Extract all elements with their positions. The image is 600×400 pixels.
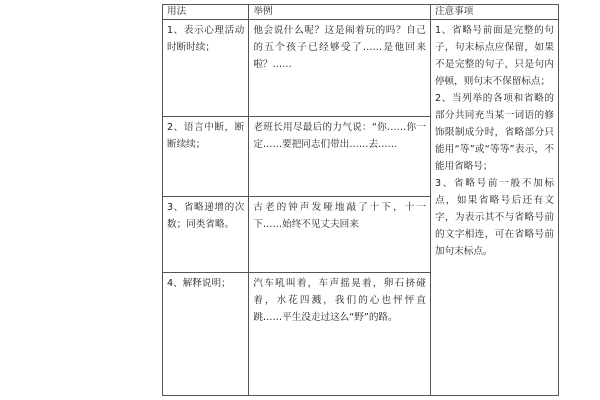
usage-text: 2、语言中断，断断续续； bbox=[167, 122, 245, 150]
example-cell bbox=[249, 20, 431, 117]
example-text: 古老的钟声发哑地敲了十下，十一下……始终不见丈夫回来 bbox=[253, 202, 426, 230]
example-text: 老班长用尽最后的力气说：“你……你一定……要把同志们带出……去…… bbox=[253, 122, 426, 150]
header-notes: 注意事项 bbox=[430, 5, 558, 20]
usage-cell bbox=[163, 273, 249, 396]
usage-text: 4、解释说明； bbox=[167, 278, 231, 289]
note-item: 2、当列举的各项和省略的部分共同充当某一词语的修饰限制成分时，省略部分只能用“等”或“等等”表示，不能用省略号； bbox=[434, 93, 554, 172]
note-item: 3、省略号前一般不加标点，如果省略号后还有文字，为表示其不与省略号前的文字相连，可在省略号前加句末标点。 bbox=[434, 178, 554, 257]
example-cell bbox=[249, 273, 431, 396]
usage-cell bbox=[163, 197, 249, 273]
header-usage: 用法 bbox=[163, 5, 249, 20]
example-text: 汽车吼叫着，车声摇晃着，卵石挤碰着，水花四溅，我们的心也怦怦直跳……平生没走过这么“野”的路。 bbox=[253, 278, 426, 323]
usage-cell bbox=[163, 117, 249, 197]
example-text: 他会说什么呢？这是闹着玩的吗？自己的五个孩子已经够受了……是他回来啦？…… bbox=[253, 25, 426, 70]
note-item: 1、省略号前面是完整的句子，句末标点应保留，如果不是完整的句子，只是句内停顿，则句末不保留标点； bbox=[434, 25, 554, 87]
table-header-row bbox=[163, 5, 559, 20]
header-example: 举例 bbox=[249, 5, 431, 20]
usage-cell bbox=[163, 20, 249, 117]
example-cell bbox=[249, 197, 431, 273]
usage-text: 1、表示心理活动时断时续； bbox=[167, 25, 245, 53]
table-row bbox=[163, 20, 559, 117]
example-cell bbox=[249, 117, 431, 197]
notes-cell bbox=[430, 20, 558, 396]
usage-text: 3、省略递增的次数；同类省略。 bbox=[167, 202, 245, 230]
punctuation-usage-table bbox=[162, 4, 559, 396]
